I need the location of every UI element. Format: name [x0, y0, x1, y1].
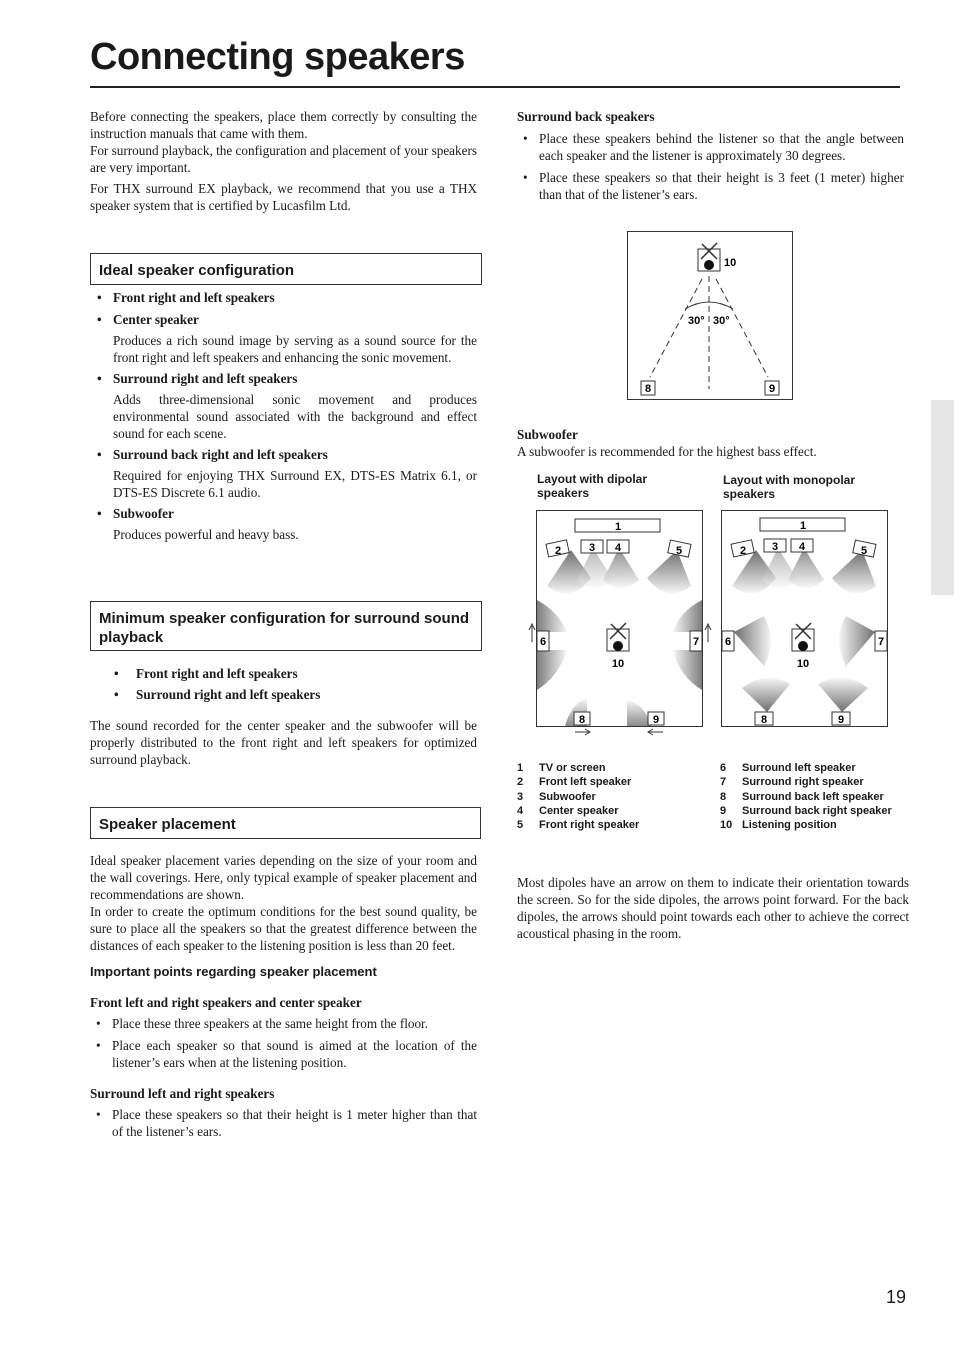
list-item: • Place these speakers so that their height is 3 feet (1 meter) higher than that of the listener’s ears. — [517, 169, 904, 203]
placement-paragraph: In order to create the optimum conditions for the best sound quality, be sure to place all the speakers so that the greatest difference between the distances of each speaker to the listening position is less than 20 feet. — [90, 904, 477, 953]
legend-left — [517, 761, 717, 832]
speaker-2-label: 2 — [739, 545, 747, 557]
ideal-config-list — [91, 289, 477, 543]
list-item: • Center speaker — [91, 311, 477, 328]
legend-right — [720, 761, 920, 832]
list-item: • Front right and left speakers — [114, 666, 298, 681]
speaker-10-label: 10 — [796, 658, 810, 670]
speaker-3-label: 3 — [588, 542, 596, 554]
legend-number: 2 — [517, 776, 524, 789]
subwoofer-heading: Subwoofer — [517, 427, 578, 442]
item-description: Produces powerful and heavy bass. — [113, 527, 299, 542]
legend-item — [517, 775, 717, 789]
item-description: Produces a rich sound image by serving as a sound source for the front right and left speakers and enhancing the sonic movement. — [113, 333, 477, 365]
legend-number: 6 — [720, 762, 727, 774]
list-item: • Place each speaker so that sound is aimed at the location of the listener’s ears when at the listening position. — [90, 1037, 477, 1071]
list-item: • Place these speakers so that their height is 1 meter higher than that of the listener’s ears. — [90, 1106, 477, 1140]
item-description: Required for enjoying THX Surround EX, DTS-ES Matrix 6.1, or DTS-ES Discrete 6.1 audio. — [113, 468, 477, 500]
arrow-icon — [705, 624, 711, 642]
legend-item — [517, 818, 717, 832]
speaker-4-label: 4 — [614, 542, 622, 554]
important-heading: Important points regarding speaker placement — [90, 964, 377, 979]
speaker-1-label: 1 — [614, 521, 622, 533]
speaker-7-label: 7 — [692, 636, 700, 648]
legend-item — [720, 790, 920, 804]
speaker-2-label: 2 — [554, 545, 562, 557]
placement-paragraph: Ideal speaker placement varies depending on the size of your room and the wall coverings. Here, only typical example of speaker placement and recommendations are shown. — [90, 853, 477, 902]
list-item: • Surround right and left speakers — [114, 687, 321, 702]
legend-item — [517, 804, 717, 818]
list-item: • Surround back right and left speakers — [91, 446, 477, 463]
speaker-8-label: 8 — [578, 714, 586, 726]
legend-label: TV or screen — [539, 762, 606, 774]
minimum-note: The sound recorded for the center speaker and the subwoofer will be properly distributed to the front right and left speakers for optimized surround playback. — [90, 718, 477, 767]
intro-paragraph: Before connecting the speakers, place them correctly by consulting the instruction manuals that came with them. — [90, 109, 477, 141]
monopolar-layout-diagram — [712, 508, 898, 738]
legend-label: Surround left speaker — [742, 762, 856, 774]
subwoofer-section — [517, 426, 904, 460]
minimum-config-heading: Minimum speaker configuration for surround sound playback — [90, 601, 482, 651]
speaker-5-label: 5 — [860, 545, 868, 557]
speaker-4-label: 4 — [798, 541, 806, 553]
speaker-9-label: 9 — [837, 714, 845, 726]
legend-item — [720, 761, 920, 775]
intro-paragraph: For THX surround EX playback, we recommend that you use a THX speaker system that is certified by Lucasfilm Ltd. — [90, 181, 477, 213]
page-title: Connecting speakers — [90, 36, 465, 78]
arrow-icon — [575, 729, 590, 735]
speaker-6-label: 6 — [724, 636, 732, 648]
speaker-5-label: 5 — [675, 545, 683, 557]
legend-number: 4 — [517, 804, 524, 817]
subwoofer-text: A subwoofer is recommended for the highest bass effect. — [517, 444, 817, 459]
list-item: • Place these three speakers at the same height from the floor. — [90, 1015, 477, 1032]
angle-left-label: 30° — [688, 315, 705, 327]
speaker-7-label: 7 — [877, 636, 885, 648]
minimum-config-list — [90, 665, 477, 768]
monopolar-caption: Layout with monopolar speakers — [723, 473, 855, 501]
list-item-label: Front right and left speakers — [136, 666, 298, 681]
speaker-9-label: 9 — [652, 714, 660, 726]
legend-number: 9 — [720, 804, 727, 817]
speaker-9-label: 9 — [768, 383, 776, 395]
legend-label: Surround back left speaker — [742, 790, 884, 803]
legend-label: Front left speaker — [539, 776, 632, 789]
intro-paragraph: For surround playback, the configuration and placement of your speakers are very important. — [90, 143, 477, 175]
legend-label: Front right speaker — [539, 819, 640, 832]
dipolar-caption: Layout with dipolar speakers — [537, 472, 647, 500]
angle-right-label: 30° — [713, 315, 730, 327]
legend-number: 5 — [517, 819, 524, 832]
title-rule — [90, 86, 900, 88]
speaker-8-label: 8 — [644, 383, 652, 395]
speaker-3-label: 3 — [771, 541, 779, 553]
list-item: • Front right and left speakers — [91, 289, 477, 306]
surround-back-section — [517, 108, 904, 203]
placement-heading: Speaker placement — [90, 807, 481, 839]
legend-label: Center speaker — [539, 804, 619, 817]
legend-item — [517, 790, 717, 804]
placement-text — [90, 852, 477, 1140]
speaker-8-label: 8 — [760, 714, 768, 726]
item-description: Adds three-dimensional sonic movement and produces environmental sound associated with the background and effect sound for each scene. — [113, 392, 477, 441]
legend-item — [720, 775, 920, 789]
list-item: • Subwoofer — [91, 505, 477, 522]
page-number: 19 — [886, 1287, 907, 1307]
surround-heading: Surround left and right speakers — [90, 1086, 275, 1101]
legend-number: 10 — [720, 819, 733, 832]
legend-item — [517, 761, 717, 775]
listener-label: 10 — [724, 257, 737, 269]
legend-item — [720, 818, 920, 832]
surround-back-heading: Surround back speakers — [517, 109, 655, 124]
speaker-10-label: 10 — [611, 658, 625, 670]
legend-label: Surround right speaker — [742, 776, 864, 789]
legend-label: Subwoofer — [539, 790, 596, 803]
legend-number: 7 — [720, 776, 727, 789]
ideal-config-heading: Ideal speaker configuration — [90, 253, 482, 285]
surround-back-angle-diagram — [627, 231, 794, 401]
speaker-1-label: 1 — [799, 520, 807, 532]
arrow-icon — [648, 729, 663, 735]
legend-number: 3 — [517, 790, 524, 803]
legend-number: 1 — [517, 762, 524, 774]
intro-text — [90, 108, 477, 214]
list-item: • Surround right and left speakers — [91, 370, 477, 387]
dipolar-layout-diagram — [527, 508, 713, 738]
legend-label: Surround back right speaker — [742, 804, 892, 817]
legend-number: 8 — [720, 790, 727, 803]
section-tab — [931, 400, 954, 595]
dipoles-note: Most dipoles have an arrow on them to indicate their orientation towards the screen. So for the side dipoles, the arrows point forward. For the back dipoles, the arrows should point towards each other to achieve the correct acoustical phasing in the room. — [517, 875, 909, 941]
legend-item — [720, 804, 920, 818]
list-item-label: Surround right and left speakers — [136, 687, 321, 702]
list-item: • Place these speakers behind the listener so that the angle between each speaker and the listener is approximately 30 degrees. — [517, 130, 904, 164]
speaker-6-label: 6 — [539, 636, 547, 648]
front-heading: Front left and right speakers and center speaker — [90, 995, 362, 1010]
legend-label: Listening position — [742, 819, 837, 832]
arrow-icon — [529, 624, 535, 642]
